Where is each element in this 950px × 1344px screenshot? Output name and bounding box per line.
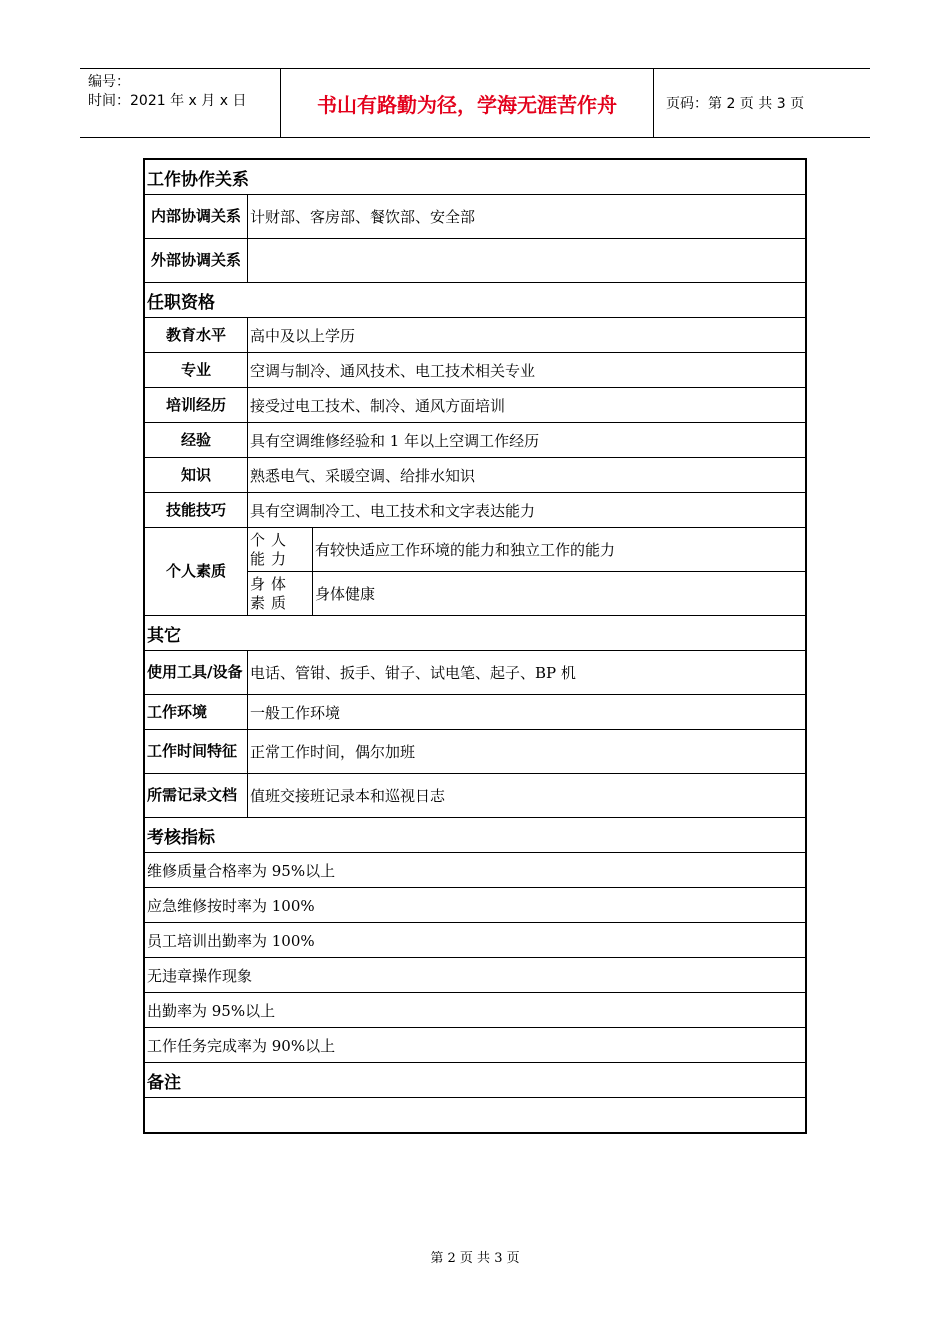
section-title-cooperation: 工作协作关系 bbox=[144, 159, 806, 195]
others-value: 一般工作环境 bbox=[248, 695, 807, 730]
qualification-value: 熟悉电气、采暖空调、给排水知识 bbox=[248, 458, 807, 493]
qualification-value: 接受过电工技术、制冷、通风方面培训 bbox=[248, 388, 807, 423]
assessment-item: 员工培训出勤率为 100% bbox=[144, 923, 806, 958]
qualification-value: 空调与制冷、通风技术、电工技术相关专业 bbox=[248, 353, 807, 388]
personal-sub-label: 身体素质 bbox=[248, 572, 313, 616]
header-motto: 书山有路勤为径，学海无涯苦作舟 bbox=[281, 69, 654, 137]
external-coordination-label: 外部协调关系 bbox=[144, 239, 248, 283]
section-title-remarks: 备注 bbox=[144, 1063, 806, 1098]
others-value: 电话、管钳、扳手、钳子、试电笔、起子、BP 机 bbox=[248, 651, 807, 695]
header-meta bbox=[80, 69, 281, 137]
section-title-others: 其它 bbox=[144, 616, 806, 651]
personal-quality-label: 个人素质 bbox=[144, 528, 248, 616]
qualification-label: 经验 bbox=[144, 423, 248, 458]
personal-sub-value: 身体健康 bbox=[313, 572, 807, 616]
header-page: 页码：第 2 页 共 3 页 bbox=[666, 96, 805, 112]
remarks-value bbox=[144, 1098, 806, 1134]
others-label: 使用工具/设备 bbox=[144, 651, 248, 695]
qualification-label: 技能技巧 bbox=[144, 493, 248, 528]
assessment-item: 应急维修按时率为 100% bbox=[144, 888, 806, 923]
assessment-item: 无违章操作现象 bbox=[144, 958, 806, 993]
others-label: 工作环境 bbox=[144, 695, 248, 730]
others-value: 值班交接班记录本和巡视日志 bbox=[248, 774, 807, 818]
personal-sub-label: 个人能力 bbox=[248, 528, 313, 572]
others-value: 正常工作时间，偶尔加班 bbox=[248, 730, 807, 774]
internal-coordination-label: 内部协调关系 bbox=[144, 195, 248, 239]
internal-coordination-value: 计财部、客房部、餐饮部、安全部 bbox=[248, 195, 807, 239]
qualification-label: 知识 bbox=[144, 458, 248, 493]
qualification-value: 具有空调制冷工、电工技术和文字表达能力 bbox=[248, 493, 807, 528]
qualification-label: 教育水平 bbox=[144, 318, 248, 353]
page-header bbox=[80, 68, 870, 138]
others-label: 所需记录文档 bbox=[144, 774, 248, 818]
section-title-assessment: 考核指标 bbox=[144, 818, 806, 853]
external-coordination-value bbox=[248, 239, 807, 283]
section-title-qualifications: 任职资格 bbox=[144, 283, 806, 318]
qualification-label: 专业 bbox=[144, 353, 248, 388]
page-footer: 第 2 页 共 3 页 bbox=[430, 1251, 520, 1266]
assessment-item: 维修质量合格率为 95%以上 bbox=[144, 853, 806, 888]
qualification-label: 培训经历 bbox=[144, 388, 248, 423]
assessment-item: 出勤率为 95%以上 bbox=[144, 993, 806, 1028]
qualification-value: 具有空调维修经验和 1 年以上空调工作经历 bbox=[248, 423, 807, 458]
assessment-item: 工作任务完成率为 90%以上 bbox=[144, 1028, 806, 1063]
qualification-value: 高中及以上学历 bbox=[248, 318, 807, 353]
job-description-table bbox=[143, 158, 807, 1134]
personal-sub-value: 有较快适应工作环境的能力和独立工作的能力 bbox=[313, 528, 807, 572]
header-number: 编号： bbox=[88, 74, 130, 90]
others-label: 工作时间特征 bbox=[144, 730, 248, 774]
header-time: 时间：2021 年 x 月 x 日 bbox=[88, 93, 247, 109]
